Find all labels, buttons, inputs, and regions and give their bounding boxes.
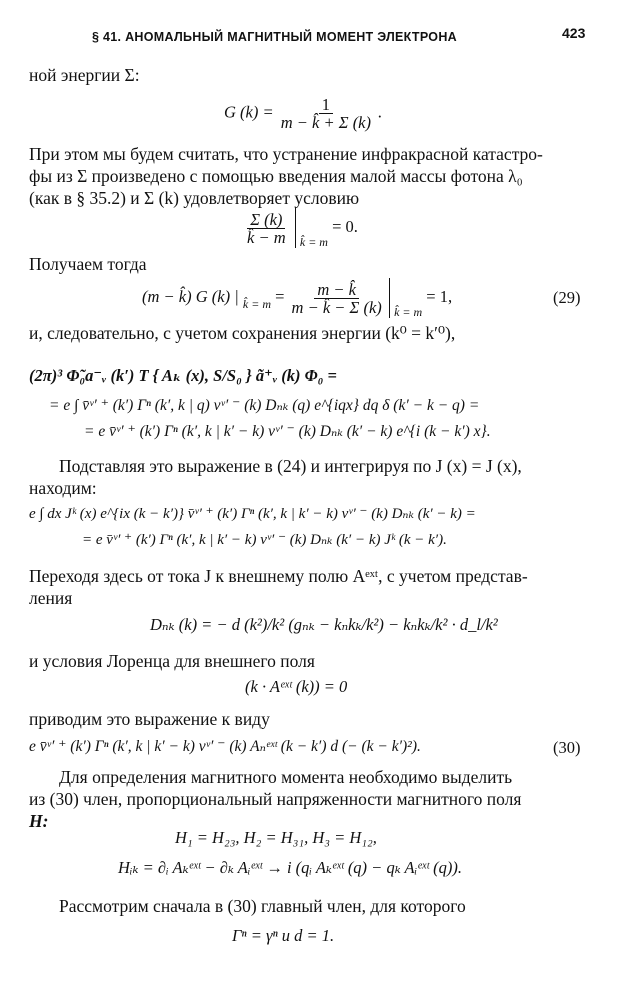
equation-matrix-element: (2π)³ Φ̃₀a⁻ᵥ (k′) T { Aₖ (x), S/S₀ } ã⁺ᵥ (k) Φ₀ = bbox=[29, 366, 337, 385]
equation-lorentz: (k · Aᵉˣᵗ (k)) = 0 bbox=[245, 677, 348, 696]
text-line: и, следовательно, с учетом сохранения энергии (k⁰ = k′⁰), bbox=[29, 323, 456, 343]
running-header: § 41. АНОМАЛЬНЫЙ МАГНИТНЫЙ МОМЕНТ ЭЛЕКТРОНА bbox=[92, 30, 457, 44]
equation-30: e v̄ᵛ′ ⁺ (k′) Γⁿ (k′, k | k′ − k) vᵛ′ ⁻ (k) Aₙᵉˣᵗ (k − k′) d (− (k − k′)²). bbox=[29, 738, 421, 755]
text-line: H: bbox=[29, 811, 49, 831]
text-line: ления bbox=[29, 588, 73, 608]
text-line: Переходя здесь от тока J к внешнему полю Aᵉˣᵗ, с учетом представ- bbox=[29, 566, 528, 586]
text-line: При этом мы будем считать, что устранение инфракрасной катастро- bbox=[29, 144, 543, 164]
text-line: фы из Σ произведено с помощью введения малой массы фотона λ₀ bbox=[29, 166, 523, 186]
equation-matrix-element-line2: = e ∫ v̄ᵛ′ ⁺ (k′) Γⁿ (k′, k | q) vᵛ′ ⁻ (k) Dₙₖ (q) e^{iqx} dq δ (k′ − k − q) = bbox=[49, 397, 480, 414]
equation-magnetic-components: H₁ = H₂₃, H₂ = H₃₁, H₃ = H₁₂, bbox=[175, 828, 377, 847]
equation-green-function: G (k) = $\frac{1}{m - k̂ + \Sigma (k)}$ . bbox=[224, 95, 383, 132]
text-line: Получаем тогда bbox=[29, 254, 147, 274]
text-line: приводим это выражение к виду bbox=[29, 709, 270, 729]
equation-current: e ∫ dx Jᵏ (x) e^{ix (k − k′)} v̄ᵛ′ ⁺ (k′) Γⁿ (k′, k | k′ − k) vᵛ′ ⁻ (k) Dₙₖ (k′ − k) = bbox=[29, 506, 476, 522]
equation-number: (30) bbox=[553, 738, 581, 757]
text-line: Рассмотрим сначала в (30) главный член, для которого bbox=[59, 896, 466, 916]
text-line: ной энергии Σ: bbox=[29, 65, 140, 85]
equation-condition: $\frac{\Sigma (k)}{k̂ - m}$ $_{k̂ = m}$ = 0. bbox=[247, 209, 358, 249]
text-line: (как в § 35.2) и Σ (k) удовлетворяет условию bbox=[29, 188, 360, 208]
text-line: Для определения магнитного момента необходимо выделить bbox=[59, 767, 513, 787]
equation-current-line2: = e v̄ᵛ′ ⁺ (k′) Γⁿ (k′, k | k′ − k) vᵛ′ ⁻ (k) Dₙₖ (k′ − k) Jᵏ (k − k′). bbox=[82, 532, 447, 548]
text-line: находим: bbox=[29, 478, 97, 498]
equation-number: (29) bbox=[553, 288, 581, 307]
text-line: и условия Лоренца для внешнего поля bbox=[29, 651, 315, 671]
equation-field-tensor: Hᵢₖ = ∂ᵢ Aₖᵉˣᵗ − ∂ₖ Aᵢᵉˣᵗ → i (qᵢ Aₖᵉˣᵗ (q) − qₖ Aᵢᵉˣᵗ (q)). bbox=[118, 858, 462, 877]
text-line: Подставляя это выражение в (24) и интегрируя по J (x) = J (x), bbox=[59, 456, 522, 476]
equation-leading-term: Γⁿ = γⁿ и d = 1. bbox=[232, 926, 335, 945]
text-line: из (30) член, пропорциональный напряженности магнитного поля bbox=[29, 789, 522, 809]
page-number: 423 bbox=[562, 25, 586, 41]
equation-propagator: Dₙₖ (k) = − d (k²)/k² (gₙₖ − kₙkₖ/k²) − kₙkₖ/k² · d_l/k² bbox=[150, 615, 498, 634]
equation-matrix-element-line3: = e v̄ᵛ′ ⁺ (k′) Γⁿ (k′, k | k′ − k) vᵛ′ ⁻ (k) Dₙₖ (k′ − k) e^{i (k − k′) x}. bbox=[84, 423, 491, 440]
equation-29: (m − k̂) G (k) | $_{k̂ = m}$ = $\frac{m - k̂}{m - k̂ - \Sigma (k)}$ $_{k̂ = m}$ = 1, bbox=[142, 279, 453, 319]
